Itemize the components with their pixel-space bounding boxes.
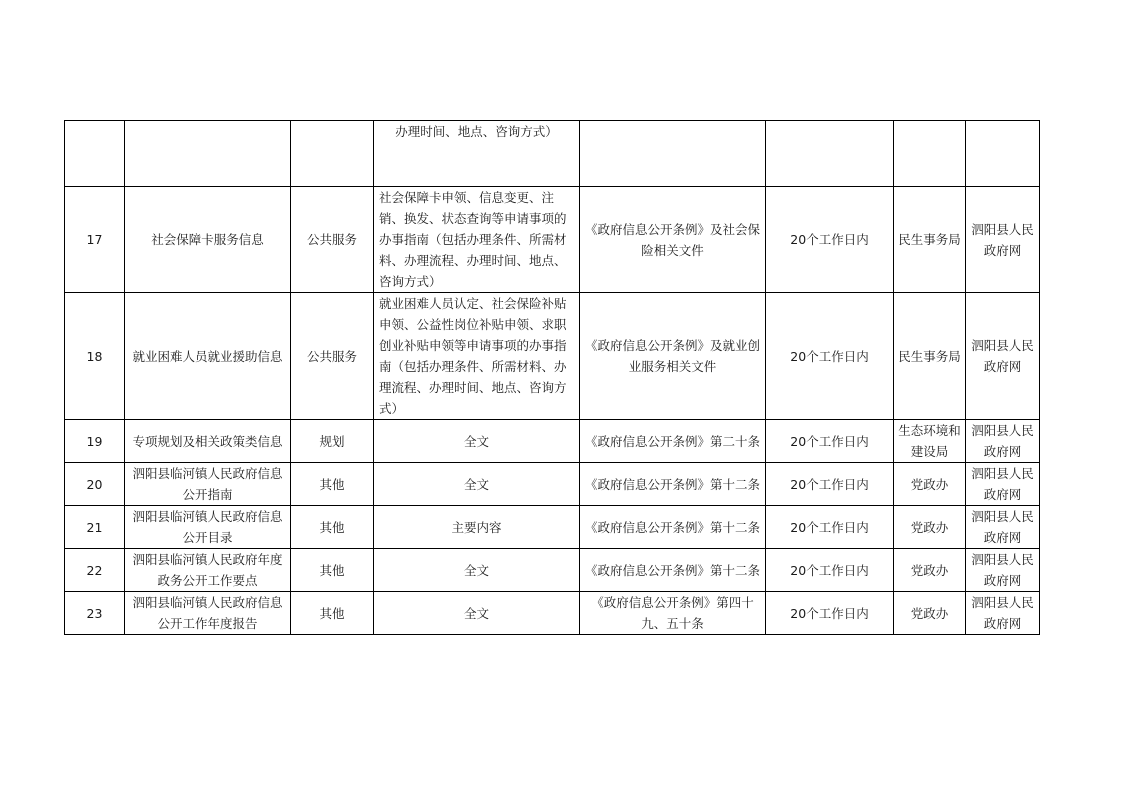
cell-scope: 全文: [374, 420, 580, 463]
table-row: [65, 121, 1040, 187]
cell-title: 社会保障卡服务信息: [125, 187, 291, 293]
cell-category: 其他: [291, 549, 374, 592]
cell-title: 泗阳县临河镇人民政府信息公开工作年度报告: [125, 592, 291, 635]
cell-scope: 社会保障卡申领、信息变更、注销、换发、状态查询等申请事项的办事指南（包括办理条件、所需材料、办理流程、办理时间、地点、咨询方式）: [374, 187, 580, 293]
cell-department: 民生事务局: [894, 187, 966, 293]
cell-basis: 《政府信息公开条例》第十二条: [580, 463, 766, 506]
cell-scope: 主要内容: [374, 506, 580, 549]
cell-no: 17: [65, 187, 125, 293]
cell-scope: 全文: [374, 463, 580, 506]
cell-department: 党政办: [894, 592, 966, 635]
cell-category: 其他: [291, 592, 374, 635]
cell-time-limit: 20个工作日内: [766, 293, 894, 420]
cell-basis: 《政府信息公开条例》及就业创业服务相关文件: [580, 293, 766, 420]
cell-department: [894, 121, 966, 187]
cell-channel: 泗阳县人民政府网: [966, 463, 1040, 506]
cell-no: 21: [65, 506, 125, 549]
cell-department: 民生事务局: [894, 293, 966, 420]
cell-basis: 《政府信息公开条例》第二十条: [580, 420, 766, 463]
cell-title: 泗阳县临河镇人民政府年度政务公开工作要点: [125, 549, 291, 592]
table-row: [65, 592, 1040, 635]
table-row: [65, 187, 1040, 293]
table-row: [65, 506, 1040, 549]
cell-department: 党政办: [894, 549, 966, 592]
cell-basis: 《政府信息公开条例》及社会保险相关文件: [580, 187, 766, 293]
cell-category: 公共服务: [291, 187, 374, 293]
cell-category: 公共服务: [291, 293, 374, 420]
cell-channel: [966, 121, 1040, 187]
cell-title: 专项规划及相关政策类信息: [125, 420, 291, 463]
cell-category: [291, 121, 374, 187]
cell-no: 23: [65, 592, 125, 635]
cell-title: 泗阳县临河镇人民政府信息公开指南: [125, 463, 291, 506]
cell-no: 19: [65, 420, 125, 463]
cell-time-limit: 20个工作日内: [766, 187, 894, 293]
cell-time-limit: 20个工作日内: [766, 549, 894, 592]
cell-department: 生态环境和建设局: [894, 420, 966, 463]
cell-basis: 《政府信息公开条例》第十二条: [580, 549, 766, 592]
cell-channel: 泗阳县人民政府网: [966, 187, 1040, 293]
cell-category: 规划: [291, 420, 374, 463]
cell-time-limit: 20个工作日内: [766, 592, 894, 635]
cell-channel: 泗阳县人民政府网: [966, 592, 1040, 635]
cell-title: 就业困难人员就业援助信息: [125, 293, 291, 420]
cell-time-limit: 20个工作日内: [766, 420, 894, 463]
cell-scope: 全文: [374, 549, 580, 592]
table-row: [65, 293, 1040, 420]
cell-scope: 就业困难人员认定、社会保险补贴申领、公益性岗位补贴申领、求职创业补贴申领等申请事项的办事指南（包括办理条件、所需材料、办理流程、办理时间、地点、咨询方式）: [374, 293, 580, 420]
cell-no: 18: [65, 293, 125, 420]
cell-department: 党政办: [894, 463, 966, 506]
cell-department: 党政办: [894, 506, 966, 549]
cell-time-limit: 20个工作日内: [766, 463, 894, 506]
cell-time-limit: [766, 121, 894, 187]
table-row: [65, 549, 1040, 592]
cell-no: 20: [65, 463, 125, 506]
cell-basis: 《政府信息公开条例》第十二条: [580, 506, 766, 549]
cell-title: [125, 121, 291, 187]
cell-no: 22: [65, 549, 125, 592]
table-row: [65, 420, 1040, 463]
disclosure-table: [64, 120, 1040, 635]
cell-category: 其他: [291, 463, 374, 506]
cell-category: 其他: [291, 506, 374, 549]
table-row: [65, 463, 1040, 506]
cell-title: 泗阳县临河镇人民政府信息公开目录: [125, 506, 291, 549]
cell-channel: 泗阳县人民政府网: [966, 420, 1040, 463]
cell-no: [65, 121, 125, 187]
cell-basis: [580, 121, 766, 187]
cell-scope: 办理时间、地点、咨询方式）: [374, 121, 580, 187]
cell-time-limit: 20个工作日内: [766, 506, 894, 549]
cell-channel: 泗阳县人民政府网: [966, 293, 1040, 420]
cell-scope: 全文: [374, 592, 580, 635]
cell-basis: 《政府信息公开条例》第四十九、五十条: [580, 592, 766, 635]
cell-channel: 泗阳县人民政府网: [966, 549, 1040, 592]
cell-channel: 泗阳县人民政府网: [966, 506, 1040, 549]
